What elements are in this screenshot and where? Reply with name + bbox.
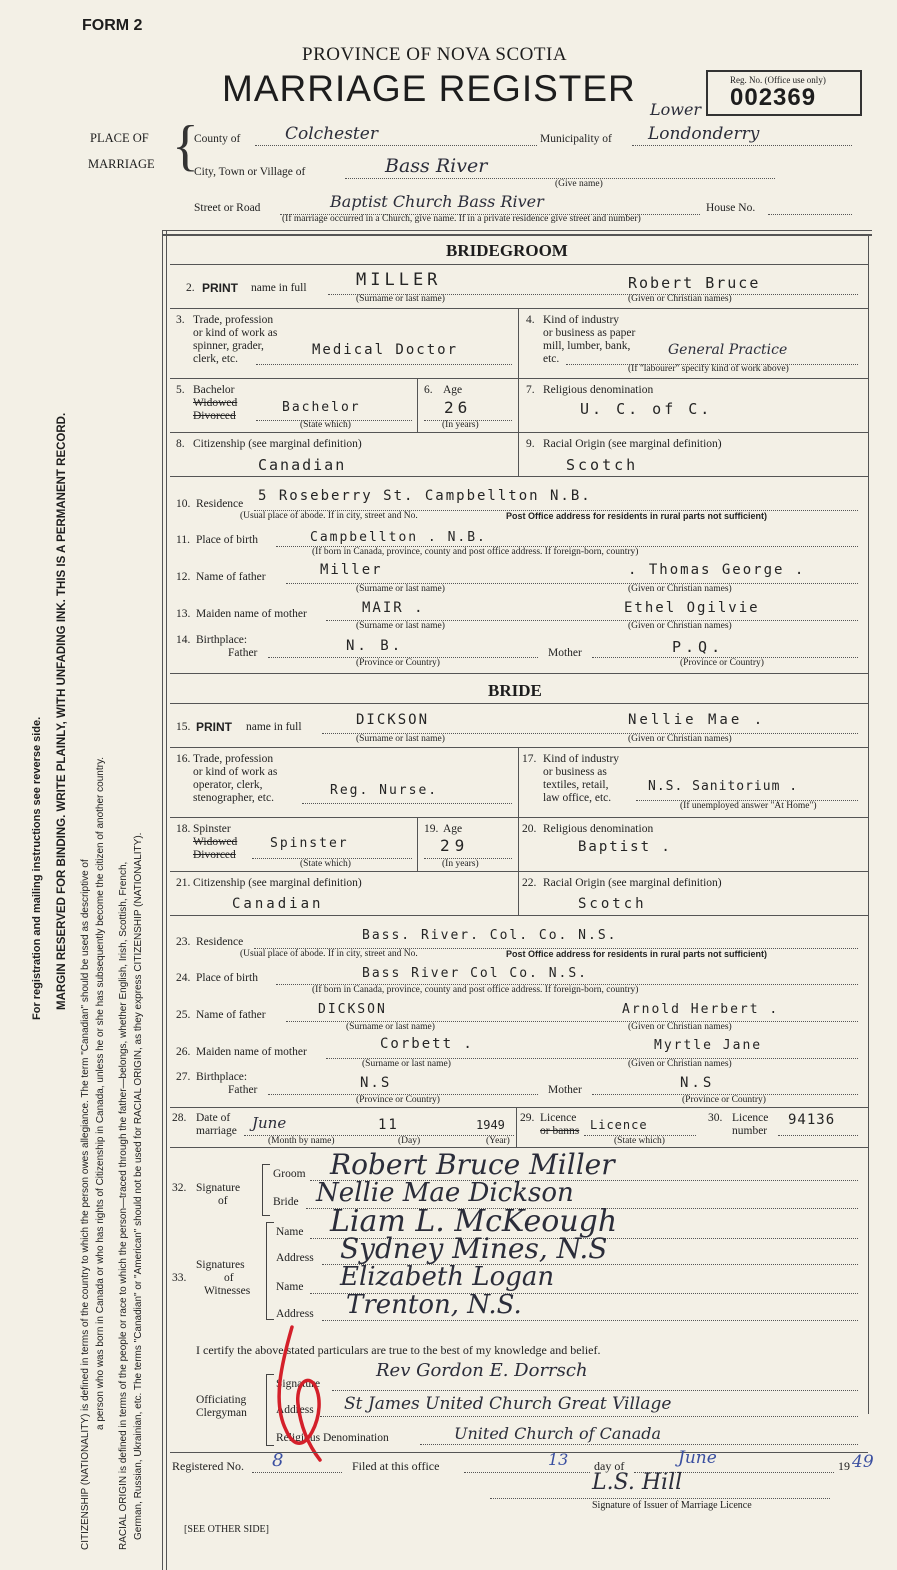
field-29-number: 29. (520, 1112, 535, 1124)
field-27-mother-label: Mother (548, 1084, 582, 1096)
field-11-hint: (If born in Canada, province, county and post office address. If foreign-born, country) (312, 547, 639, 557)
field-27-number: 27. (176, 1071, 191, 1083)
municipality-value: Londonderry (648, 124, 760, 144)
marriage-year: 1949 (476, 1118, 505, 1132)
margin-line-5: RACIAL ORIGIN is defined in terms of the people or race to which the person—traced through the father—belongs, whether English, Irish, Scottish, French, (118, 861, 129, 1550)
groom-residence: 5 Roseberry St. Campbellton N.B. (258, 488, 592, 504)
reg-number-label: Reg. No. (Office use only) (730, 75, 826, 85)
groom-sig-label: Groom (273, 1168, 306, 1180)
field-11-label: Place of birth (196, 534, 258, 546)
groom-mother-given-hint: (Given or Christian names) (628, 621, 732, 631)
field-16-label-3: operator, clerk, (193, 779, 263, 791)
field-10-number: 10. (176, 498, 191, 510)
field-3-label-1: Trade, profession (193, 314, 274, 326)
bride-mother-given-hint: (Given or Christian names) (628, 1059, 732, 1069)
groom-signature: Robert Bruce Miller (330, 1148, 615, 1181)
field-13-label: Maiden name of mother (196, 608, 307, 620)
field-30-number: 30. (708, 1112, 723, 1124)
field-25-number: 25. (176, 1009, 191, 1021)
clergy-address: St James United Church Great Village (344, 1394, 672, 1414)
bride-citizenship: Canadian (232, 896, 324, 912)
groom-surname: MILLER (356, 270, 442, 290)
field-24-number: 24. (176, 972, 191, 984)
marriage-year-hint: (Year) (486, 1136, 510, 1146)
field-24-hint: (If born in Canada, province, county and post office address. If foreign-born, country) (312, 985, 639, 995)
house-label: House No. (706, 202, 756, 214)
witness-2-name: Elizabeth Logan (340, 1262, 555, 1292)
field-8-number: 8. (176, 438, 185, 450)
field-4-hint: (If "labourer" specify kind of work above) (628, 364, 789, 374)
street-value: Baptist Church Bass River (330, 192, 544, 211)
field-32-label-2: of (218, 1195, 228, 1207)
groom-mother-birthplace: P.Q. (672, 638, 725, 656)
field-3-label-3: spinner, grader, (193, 340, 264, 352)
field-28-number: 28. (172, 1112, 187, 1124)
field-32-label-1: Signature (196, 1182, 241, 1194)
witness-1-name: Liam L. McKeough (330, 1204, 618, 1239)
witness-1-address: Sydney Mines, N.S (340, 1232, 608, 1265)
groom-religion: U. C. of C. (580, 400, 713, 418)
field-23-number: 23. (176, 936, 191, 948)
field-11-number: 11. (176, 534, 190, 546)
bride-trade: Reg. Nurse. (330, 783, 439, 798)
issuer-signature: L.S. Hill (592, 1470, 683, 1495)
field-30-label-2: number (732, 1125, 768, 1137)
field-17-number: 17. (522, 753, 537, 765)
bride-age: 29 (440, 836, 470, 855)
groom-birthplace: Campbellton . N.B. (310, 530, 487, 545)
field-26-label: Maiden name of mother (196, 1046, 307, 1058)
field-18-number: 18. (176, 823, 191, 835)
bride-father-surname: DICKSON (318, 1002, 387, 1017)
groom-mother-prov-hint: (Province or Country) (680, 658, 764, 668)
witness-2-address-label: Address (276, 1308, 314, 1320)
filed-year-suffix: 49 (852, 1452, 874, 1472)
groom-given-hint: (Given or Christian names) (628, 294, 732, 304)
certification-statement: I certify the above stated particulars are true to the best of my knowledge and belief. (196, 1343, 601, 1357)
field-22-number: 22. (522, 877, 537, 889)
bride-signature: Nellie Mae Dickson (316, 1178, 574, 1208)
field-21-label: Citizenship (see marginal definition) (193, 877, 362, 889)
field-3-label-4: clerk, etc. (193, 353, 239, 365)
bride-surname: DICKSON (356, 712, 430, 728)
field-20-label: Religious denomination (543, 823, 654, 835)
field-18-widowed: Widowed (193, 836, 238, 848)
field-9-number: 9. (526, 438, 535, 450)
groom-racial-origin: Scotch (566, 456, 639, 474)
field-6-label: Age (443, 384, 463, 396)
field-17-label-3: textiles, retail, (543, 779, 609, 791)
field-15-label: name in full (246, 721, 302, 733)
field-10-hint-b: Post Office address for residents in rural parts not sufficient) (506, 511, 768, 521)
field-24-label: Place of birth (196, 972, 258, 984)
field-2-print: PRINT (202, 281, 238, 295)
marriage-day-hint: (Day) (398, 1136, 421, 1146)
field-4-label-2: or business as paper (543, 327, 636, 339)
day-of-label: day of (594, 1459, 625, 1473)
bride-father-given-hint: (Given or Christian names) (628, 1022, 732, 1032)
field-19-label: Age (443, 823, 463, 835)
field-30-label-1: Licence (732, 1112, 769, 1124)
field-23-label: Residence (196, 936, 244, 948)
signature-brace-1 (262, 1164, 270, 1216)
groom-status: Bachelor (282, 400, 361, 415)
field-23-hint-a: (Usual place of abode. If in city, street and No. (240, 949, 418, 959)
place-label-1: PLACE OF (90, 131, 149, 145)
groom-mother-given: Ethel Ogilvie (624, 600, 760, 616)
groom-mother-surname: MAIR . (362, 600, 425, 616)
bride-heading: BRIDE (488, 681, 542, 700)
field-19-number: 19. (424, 823, 439, 835)
bride-sig-label: Bride (273, 1196, 299, 1208)
issuer-label: Signature of Issuer of Marriage Licence (592, 1500, 752, 1511)
field-9-label: Racial Origin (see marginal definition) (543, 438, 722, 450)
licence-type: Licence (590, 1118, 648, 1132)
field-7-number: 7. (526, 384, 535, 396)
field-16-label-4: stenographer, etc. (193, 792, 274, 804)
municipality-label: Municipality of (540, 133, 612, 145)
groom-industry: General Practice (668, 342, 788, 358)
field-18-spinster: Spinster (193, 823, 231, 835)
bride-surname-hint: (Surname or last name) (356, 734, 445, 744)
field-12-label: Name of father (196, 571, 266, 583)
margin-line-4: a person who was born in Canada or who has rights of Citizenship in Canada, unless he or she has subsequently become the citizen of another country. (95, 757, 106, 1430)
field-22-label: Racial Origin (see marginal definition) (543, 877, 722, 889)
field-14-mother-label: Mother (548, 647, 582, 659)
field-23-hint-b: Post Office address for residents in rural parts not sufficient) (506, 949, 768, 959)
field-4-label-3: mill, lumber, bank, (543, 340, 631, 352)
filed-year-prefix: 19 (838, 1459, 850, 1473)
field-17-label-4: law office, etc. (543, 792, 612, 804)
bride-racial-origin: Scotch (578, 896, 647, 912)
field-13-number: 13. (176, 608, 191, 620)
groom-father-prov-hint: (Province or Country) (356, 658, 440, 668)
groom-father-birthplace: N. B. (346, 638, 404, 654)
groom-given-names: Robert Bruce (628, 274, 761, 292)
bride-father-surname-hint: (Surname or last name) (346, 1022, 435, 1032)
field-4-label-1: Kind of industry (543, 314, 620, 326)
city-value: Bass River (385, 155, 488, 177)
groom-father-given: . Thomas George . (628, 562, 806, 578)
clergy-denomination-label: Religious Denomination (276, 1432, 389, 1444)
filed-month: June (678, 1448, 717, 1468)
clergy-denomination: United Church of Canada (454, 1424, 662, 1443)
marriage-day: 11 (378, 1117, 399, 1133)
field-32-number: 32. (172, 1182, 187, 1194)
field-33-number: 33. (172, 1272, 187, 1284)
field-20-number: 20. (522, 823, 537, 835)
registered-no-value: 8 (272, 1450, 284, 1471)
field-5-number: 5. (176, 384, 185, 396)
groom-age: 26 (444, 398, 472, 417)
see-other-side: [SEE OTHER SIDE] (184, 1524, 269, 1535)
place-label-2: MARRIAGE (88, 157, 155, 171)
street-label: Street or Road (194, 202, 261, 214)
marriage-month-hint: (Month by name) (268, 1136, 335, 1146)
field-28-label-2: marriage (196, 1125, 237, 1137)
field-17-label-1: Kind of industry (543, 753, 620, 765)
officiating-label-2: Clergyman (196, 1407, 247, 1419)
licence-number: 94136 (788, 1112, 836, 1128)
bride-given-hint: (Given or Christian names) (628, 734, 732, 744)
field-28-label-1: Date of (196, 1112, 231, 1124)
filed-label: Filed at this office (352, 1459, 440, 1473)
field-14-father-label: Father (228, 647, 258, 659)
margin-definitions (30, 412, 146, 1560)
witness-1-name-label: Name (276, 1226, 304, 1238)
province-heading: PROVINCE OF NOVA SCOTIA (302, 44, 568, 65)
municipality-correction: Lower (650, 100, 702, 119)
field-29-label-2: or banns (540, 1125, 580, 1137)
registered-no-label: Registered No. (172, 1459, 244, 1473)
field-10-label: Residence (196, 498, 244, 510)
groom-trade: Medical Doctor (312, 342, 459, 358)
field-5-bachelor: Bachelor (193, 384, 235, 396)
field-29-label-1: Licence (540, 1112, 577, 1124)
bride-religion: Baptist . (578, 839, 672, 855)
field-10-hint-a: (Usual place of abode. If in city, street and No. (240, 511, 418, 521)
licence-state-hint: (State which) (614, 1136, 665, 1146)
margin-line-1: For registration and mailing instructions see reverse side. (31, 716, 43, 1020)
field-4-label-4: etc. (543, 353, 560, 365)
field-17-label-2: or business as (543, 766, 607, 778)
field-25-label: Name of father (196, 1009, 266, 1021)
document-title: MARRIAGE REGISTER (222, 68, 636, 109)
field-6-number: 6. (424, 384, 433, 396)
groom-father-surname: Miller (320, 562, 383, 578)
marriage-month: June (252, 1114, 287, 1132)
bride-father-birthplace: N.S (360, 1075, 392, 1091)
filed-day: 13 (548, 1450, 569, 1469)
field-16-label-1: Trade, profession (193, 753, 274, 765)
bride-mother-surname-hint: (Surname or last name) (362, 1059, 451, 1069)
county-value: Colchester (285, 124, 378, 144)
field-12-number: 12. (176, 571, 191, 583)
bride-father-prov-hint: (Province or Country) (356, 1095, 440, 1105)
bridegroom-heading: BRIDEGROOM (446, 241, 568, 260)
bride-residence: Bass. River. Col. Co. N.S. (362, 928, 618, 943)
field-33-label-1: Signatures (196, 1259, 245, 1271)
groom-mother-surname-hint: (Surname or last name) (356, 621, 445, 631)
bride-birthplace: Bass River Col Co. N.S. (362, 966, 589, 981)
reg-number-box (706, 70, 862, 116)
field-2-number: 2. (186, 282, 195, 294)
field-33-label-2: of (224, 1272, 234, 1284)
bride-father-given: Arnold Herbert . (622, 1002, 780, 1017)
bride-mother-surname: Corbett . (380, 1036, 474, 1052)
groom-age-hint: (In years) (442, 420, 479, 430)
clergy-signature-label: Signature (276, 1378, 321, 1390)
field-2-label: name in full (251, 282, 307, 294)
margin-line-3: CITIZENSHIP (NATIONALITY) is defined in terms of the country to which the person owes allegiance. The term "Canadian" should be used as descriptive of (80, 859, 91, 1550)
field-5-divorced: Divorced (193, 410, 236, 422)
field-16-number: 16. (176, 753, 191, 765)
field-26-number: 26. (176, 1046, 191, 1058)
bride-age-hint: (In years) (442, 859, 479, 869)
groom-father-surname-hint: (Surname or last name) (356, 584, 445, 594)
field-8-label: Citizenship (see marginal definition) (193, 438, 362, 450)
bride-mother-given: Myrtle Jane (654, 1038, 763, 1053)
field-16-label-2: or kind of work as (193, 766, 278, 778)
reg-number-value: 002369 (730, 84, 817, 111)
groom-father-given-hint: (Given or Christian names) (628, 584, 732, 594)
county-label: County of (194, 133, 241, 145)
field-14-number: 14. (176, 634, 191, 646)
witness-1-address-label: Address (276, 1252, 314, 1264)
field-33-label-3: Witnesses (204, 1285, 251, 1297)
bride-given-names: Nellie Mae . (628, 712, 766, 728)
field-21-number: 21. (176, 877, 191, 889)
give-name-hint: (Give name) (555, 179, 603, 189)
field-5-widowed: Widowed (193, 397, 238, 409)
field-15-print: PRINT (196, 720, 232, 734)
field-17-hint: (If unemployed answer "At Home") (680, 801, 817, 811)
field-7-label: Religious denomination (543, 384, 654, 396)
place-brace: { (172, 115, 199, 177)
bride-mother-birthplace: N.S (680, 1075, 715, 1091)
field-14-label: Birthplace: (196, 634, 248, 646)
groom-state-which: (State which) (300, 420, 351, 430)
clergy-signature: Rev Gordon E. Dorrsch (376, 1360, 588, 1381)
form-number: FORM 2 (82, 17, 143, 34)
bride-state-which: (State which) (300, 859, 351, 869)
bride-mother-prov-hint: (Province or Country) (682, 1095, 766, 1105)
margin-line-6: German, Russian, Ukrainian, etc. The terms "Canadian" or "American" should not be used for RACIAL ORIGIN, as they express CITIZENSHIP (NATIONALITY). (133, 832, 144, 1540)
margin-line-2: MARGIN RESERVED FOR BINDING. WRITE PLAINLY, WITH UNFADING INK. THIS IS A PERMANENT RECORD. (56, 412, 68, 1010)
signature-brace-2 (266, 1222, 274, 1320)
field-3-number: 3. (176, 314, 185, 326)
bride-industry: N.S. Sanitorium . (648, 779, 799, 794)
field-4-number: 4. (526, 314, 535, 326)
street-note: (If marriage occurred in a Church, give name. If in a private residence give street and number) (282, 214, 641, 224)
clergy-address-label: Address (276, 1404, 314, 1416)
field-27-father-label: Father (228, 1084, 258, 1096)
field-18-divorced: Divorced (193, 849, 236, 861)
field-3-label-2: or kind of work as (193, 327, 278, 339)
groom-surname-hint: (Surname or last name) (356, 294, 445, 304)
bride-status: Spinster (270, 836, 349, 851)
city-label: City, Town or Village of (194, 166, 306, 178)
witness-2-address: Trenton, N.S. (346, 1290, 522, 1320)
witness-2-name-label: Name (276, 1281, 304, 1293)
field-15-number: 15. (176, 721, 191, 733)
groom-citizenship: Canadian (258, 456, 347, 474)
field-27-label: Birthplace: (196, 1071, 248, 1083)
officiating-label-1: Officiating (196, 1394, 247, 1406)
